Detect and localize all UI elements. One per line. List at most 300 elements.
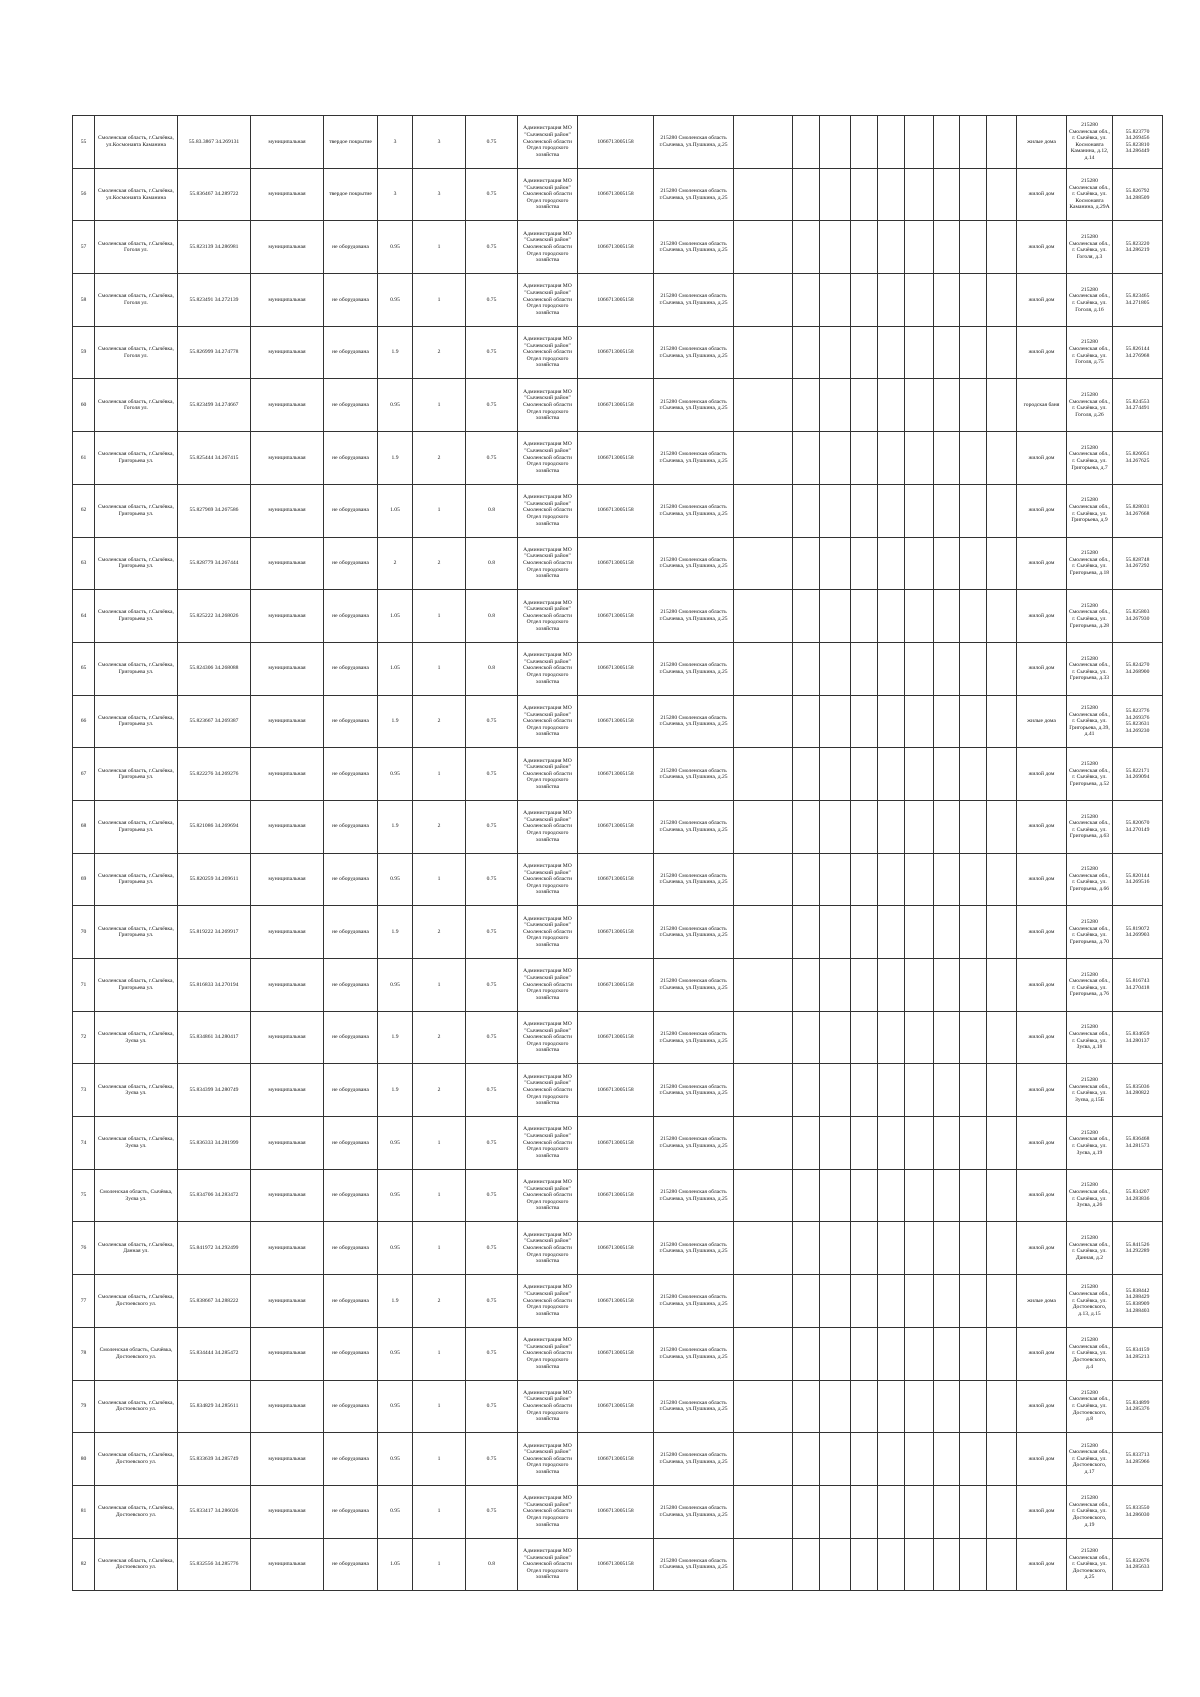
empty-cell — [734, 1222, 793, 1275]
table-row — [73, 274, 1163, 327]
empty-cell — [734, 642, 793, 695]
empty-cell — [905, 116, 934, 169]
empty-cell — [934, 906, 960, 959]
ownership-type-cell: муниципальная — [251, 326, 324, 379]
surface-cover-cell: не оборудована — [324, 1327, 378, 1380]
site-address-cell: Смоленская область, г.Сычёвка, Зуєва ул. — [95, 1011, 178, 1064]
row-number-cell: 76 — [73, 1222, 95, 1275]
ownership-type-cell: муниципальная — [251, 1275, 324, 1328]
container-volume-cell: 0.75 — [466, 959, 518, 1012]
empty-cell — [793, 906, 820, 959]
waste-source-type-cell: жилой дом — [1017, 642, 1067, 695]
empty-cell — [905, 221, 934, 274]
site-area-cell: 2 — [378, 537, 413, 590]
empty-cell — [734, 1064, 793, 1117]
empty-cell — [878, 1327, 905, 1380]
waste-source-type-cell: жилой дом — [1017, 906, 1067, 959]
table-row — [73, 959, 1163, 1012]
container-count-cell: 1 — [413, 853, 466, 906]
owner-address-cell: 215280 Смоленская область г.Сычевка, ул.Пушкина, д.25 — [654, 1327, 734, 1380]
site-address-cell: Смоленская область, г.Сычёвка, Григорьева ул. — [95, 800, 178, 853]
empty-cell — [878, 274, 905, 327]
owner-ogrn-cell: 1066713005158 — [578, 1380, 654, 1433]
site-coordinates-cell: 55.836467 34.289722 — [178, 168, 251, 221]
empty-cell — [820, 1275, 851, 1328]
empty-cell — [851, 1327, 878, 1380]
waste-source-address-cell: 215280 Смоленская обл., г. Сычёвка, ул. Григорьева, д.33 — [1067, 642, 1113, 695]
empty-cell — [820, 1538, 851, 1591]
owner-name-cell: Администрация МО "Сычевский район" Смоленской области Отдел городского хозяйства — [518, 1538, 578, 1591]
empty-cell — [934, 800, 960, 853]
empty-cell — [851, 116, 878, 169]
owner-name-cell: Администрация МО "Сычевский район" Смоленской области Отдел городского хозяйства — [518, 221, 578, 274]
owner-address-cell: 215280 Смоленская область г.Сычевка, ул.Пушкина, д.25 — [654, 800, 734, 853]
empty-cell — [851, 1064, 878, 1117]
site-area-cell: 0.95 — [378, 274, 413, 327]
empty-cell — [960, 959, 987, 1012]
empty-cell — [820, 432, 851, 485]
empty-cell — [987, 748, 1017, 801]
waste-source-address-cell: 215280 Смоленская обл., г. Сычёвка, ул. Григорьева, д.39, д.41 — [1067, 695, 1113, 748]
waste-source-type-cell: жилой дом — [1017, 1011, 1067, 1064]
site-coordinates-cell: 55.825444 34.267415 — [178, 432, 251, 485]
surface-cover-cell: не оборудована — [324, 1222, 378, 1275]
empty-cell — [934, 168, 960, 221]
waste-source-address-cell: 215280 Смоленская обл., г. Сычёвка, ул. Достоевского, д.13, д.15 — [1067, 1275, 1113, 1328]
owner-name-cell: Администрация МО "Сычевский район" Смоленской области Отдел городского хозяйства — [518, 906, 578, 959]
empty-cell — [987, 1117, 1017, 1170]
owner-ogrn-cell: 1066713005158 — [578, 590, 654, 643]
empty-cell — [878, 221, 905, 274]
empty-cell — [934, 590, 960, 643]
empty-cell — [878, 590, 905, 643]
empty-cell — [905, 1064, 934, 1117]
register-table-container — [72, 115, 1150, 1591]
waste-source-address-cell: 215280 Смоленская обл., г. Сычёвка, ул. Гоголя, д.75 — [1067, 326, 1113, 379]
empty-cell — [987, 221, 1017, 274]
empty-cell — [793, 221, 820, 274]
row-number-cell: 65 — [73, 642, 95, 695]
empty-cell — [820, 853, 851, 906]
ownership-type-cell: муниципальная — [251, 1538, 324, 1591]
empty-cell — [851, 326, 878, 379]
owner-address-cell: 215280 Смоленская область г.Сычевка, ул.Пушкина, д.25 — [654, 1117, 734, 1170]
empty-cell — [793, 537, 820, 590]
empty-cell — [820, 379, 851, 432]
site-coordinates-cell: 55.827969 34.267586 — [178, 484, 251, 537]
empty-cell — [820, 1169, 851, 1222]
owner-address-cell: 215280 Смоленская область г.Сычевка, ул.Пушкина, д.25 — [654, 432, 734, 485]
ownership-type-cell: муниципальная — [251, 1433, 324, 1486]
site-address-cell: Смоленская область, г.Сычёвка, Зуєва ул. — [95, 1117, 178, 1170]
waste-source-address-cell: 215280 Смоленская обл., г. Сычёвка, ул. Достоевского, д.17 — [1067, 1433, 1113, 1486]
empty-cell — [934, 1433, 960, 1486]
site-area-cell: 1.9 — [378, 1275, 413, 1328]
container-count-cell: 2 — [413, 906, 466, 959]
surface-cover-cell: не оборудована — [324, 1011, 378, 1064]
waste-source-coordinates-cell: 55.834659 34.280137 — [1113, 1011, 1163, 1064]
site-address-cell: Смоленская область, г.Сычёвка, Гоголя ул. — [95, 326, 178, 379]
owner-name-cell: Администрация МО "Сычевский район" Смоленской области Отдел городского хозяйства — [518, 379, 578, 432]
owner-address-cell: 215280 Смоленская область г.Сычевка, ул.Пушкина, д.25 — [654, 1380, 734, 1433]
empty-cell — [960, 800, 987, 853]
row-number-cell: 71 — [73, 959, 95, 1012]
container-count-cell: 1 — [413, 1169, 466, 1222]
container-volume-cell: 0.8 — [466, 590, 518, 643]
empty-cell — [960, 1327, 987, 1380]
ownership-type-cell: муниципальная — [251, 748, 324, 801]
empty-cell — [960, 1011, 987, 1064]
empty-cell — [960, 853, 987, 906]
empty-cell — [905, 432, 934, 485]
empty-cell — [960, 1433, 987, 1486]
waste-source-type-cell: жилой дом — [1017, 800, 1067, 853]
empty-cell — [934, 1275, 960, 1328]
site-coordinates-cell: 55.834861 34.280417 — [178, 1011, 251, 1064]
owner-address-cell: 215280 Смоленская область г.Сычевка, ул.Пушкина, д.25 — [654, 1538, 734, 1591]
empty-cell — [734, 1433, 793, 1486]
container-count-cell: 3 — [413, 116, 466, 169]
waste-source-coordinates-cell: 55.823465 34.271805 — [1113, 274, 1163, 327]
waste-source-type-cell: городская баня — [1017, 379, 1067, 432]
site-area-cell: 1.9 — [378, 800, 413, 853]
site-area-cell: 0.95 — [378, 1433, 413, 1486]
empty-cell — [878, 748, 905, 801]
waste-source-address-cell: 215280 Смоленская обл., г. Сычёвка, ул. Достоевского, д.8 — [1067, 1380, 1113, 1433]
empty-cell — [905, 642, 934, 695]
site-area-cell: 3 — [378, 168, 413, 221]
empty-cell — [734, 1275, 793, 1328]
site-coordinates-cell: 55.834829 34.285611 — [178, 1380, 251, 1433]
empty-cell — [934, 853, 960, 906]
empty-cell — [934, 1380, 960, 1433]
owner-ogrn-cell: 1066713005158 — [578, 1011, 654, 1064]
owner-ogrn-cell: 1066713005158 — [578, 1064, 654, 1117]
waste-source-type-cell: жилые дома — [1017, 695, 1067, 748]
owner-name-cell: Администрация МО "Сычевский район" Смоленской области Отдел городского хозяйства — [518, 853, 578, 906]
owner-name-cell: Администрация МО "Сычевский район" Смоленской области Отдел городского хозяйства — [518, 1380, 578, 1433]
waste-source-address-cell: 215280 Смоленская обл., г. Сычёвка, ул. Гоголя, д.16 — [1067, 274, 1113, 327]
container-count-cell: 2 — [413, 432, 466, 485]
site-address-cell: Смоленская область, г.Сычёвка, Данная ул. — [95, 1222, 178, 1275]
waste-source-coordinates-cell: 55.819072 34.269903 — [1113, 906, 1163, 959]
site-address-cell: Смоленская область, Сычёвка, Достоевского ул. — [95, 1327, 178, 1380]
container-count-cell: 1 — [413, 1117, 466, 1170]
empty-cell — [987, 695, 1017, 748]
empty-cell — [820, 1011, 851, 1064]
owner-address-cell: 215280 Смоленская область г.Сычевка, ул.Пушкина, д.25 — [654, 1011, 734, 1064]
table-row — [73, 1380, 1163, 1433]
row-number-cell: 81 — [73, 1485, 95, 1538]
ownership-type-cell: муниципальная — [251, 1380, 324, 1433]
waste-source-address-cell: 215280 Смоленская обл., г. Сычёвка, ул. Григорьева, д.66 — [1067, 853, 1113, 906]
table-row — [73, 590, 1163, 643]
empty-cell — [820, 800, 851, 853]
table-row — [73, 800, 1163, 853]
empty-cell — [734, 1380, 793, 1433]
empty-cell — [960, 695, 987, 748]
table-row — [73, 1485, 1163, 1538]
empty-cell — [960, 326, 987, 379]
waste-source-coordinates-cell: 55.841526 34.292289 — [1113, 1222, 1163, 1275]
empty-cell — [851, 695, 878, 748]
container-volume-cell: 0.75 — [466, 906, 518, 959]
empty-cell — [793, 326, 820, 379]
waste-source-type-cell: жилой дом — [1017, 274, 1067, 327]
row-number-cell: 72 — [73, 1011, 95, 1064]
site-coordinates-cell: 55.819222 34.269917 — [178, 906, 251, 959]
owner-ogrn-cell: 1066713005158 — [578, 1117, 654, 1170]
owner-address-cell: 215280 Смоленская область г.Сычевка, ул.Пушкина, д.25 — [654, 1064, 734, 1117]
empty-cell — [851, 959, 878, 1012]
owner-name-cell: Администрация МО "Сычевский район" Смоленской области Отдел городского хозяйства — [518, 484, 578, 537]
owner-name-cell: Администрация МО "Сычевский район" Смоленской области Отдел городского хозяйства — [518, 1011, 578, 1064]
empty-cell — [960, 748, 987, 801]
waste-source-coordinates-cell: 55.825803 34.267930 — [1113, 590, 1163, 643]
empty-cell — [960, 1117, 987, 1170]
empty-cell — [793, 1011, 820, 1064]
empty-cell — [905, 326, 934, 379]
empty-cell — [905, 853, 934, 906]
empty-cell — [878, 1485, 905, 1538]
row-number-cell: 82 — [73, 1538, 95, 1591]
waste-source-type-cell: жилые дома — [1017, 1275, 1067, 1328]
empty-cell — [987, 1327, 1017, 1380]
container-count-cell: 1 — [413, 642, 466, 695]
waste-source-type-cell: жилой дом — [1017, 853, 1067, 906]
empty-cell — [987, 379, 1017, 432]
site-area-cell: 1.9 — [378, 432, 413, 485]
row-number-cell: 66 — [73, 695, 95, 748]
surface-cover-cell: не оборудована — [324, 1117, 378, 1170]
empty-cell — [734, 1485, 793, 1538]
ownership-type-cell: муниципальная — [251, 1169, 324, 1222]
waste-source-coordinates-cell: 55.828748 34.267292 — [1113, 537, 1163, 590]
container-volume-cell: 0.75 — [466, 168, 518, 221]
owner-name-cell: Администрация МО "Сычевский район" Смоленской области Отдел городского хозяйства — [518, 1275, 578, 1328]
container-volume-cell: 0.75 — [466, 1064, 518, 1117]
site-coordinates-cell: 55.833417 34.286026 — [178, 1485, 251, 1538]
ownership-type-cell: муниципальная — [251, 590, 324, 643]
row-number-cell: 61 — [73, 432, 95, 485]
owner-ogrn-cell: 1066713005158 — [578, 1169, 654, 1222]
empty-cell — [934, 695, 960, 748]
container-count-cell: 2 — [413, 537, 466, 590]
ownership-type-cell: муниципальная — [251, 800, 324, 853]
empty-cell — [878, 1064, 905, 1117]
empty-cell — [960, 221, 987, 274]
site-coordinates-cell: 55.823667 34.269387 — [178, 695, 251, 748]
waste-source-type-cell: жилые дома — [1017, 116, 1067, 169]
site-address-cell: Смоленская область, г.Сычёвка, Григорьева ул. — [95, 537, 178, 590]
container-volume-cell: 0.75 — [466, 1275, 518, 1328]
table-row — [73, 1011, 1163, 1064]
empty-cell — [878, 1169, 905, 1222]
empty-cell — [987, 959, 1017, 1012]
waste-source-address-cell: 215280 Смоленская обл., г. Сычёвка, ул. Зуєва, д.26 — [1067, 1169, 1113, 1222]
empty-cell — [734, 116, 793, 169]
waste-source-coordinates-cell: 55.822171 34.269094 — [1113, 748, 1163, 801]
waste-source-address-cell: 215280 Смоленская обл., г. Сычёвка, ул. Зуєва, д.19 — [1067, 1117, 1113, 1170]
owner-address-cell: 215280 Смоленская область г.Сычевка, ул.Пушкина, д.25 — [654, 695, 734, 748]
empty-cell — [820, 274, 851, 327]
empty-cell — [987, 1222, 1017, 1275]
empty-cell — [793, 590, 820, 643]
empty-cell — [878, 1117, 905, 1170]
site-address-cell: Смоленская область, г.Сычёвка, Григорьева ул. — [95, 590, 178, 643]
table-row — [73, 853, 1163, 906]
empty-cell — [734, 221, 793, 274]
empty-cell — [878, 642, 905, 695]
surface-cover-cell: не оборудована — [324, 432, 378, 485]
owner-ogrn-cell: 1066713005158 — [578, 642, 654, 695]
container-volume-cell: 0.75 — [466, 379, 518, 432]
waste-source-coordinates-cell: 55.816743 34.270418 — [1113, 959, 1163, 1012]
site-address-cell: Смоленская область, г.Сычёвка, Достоевского ул. — [95, 1538, 178, 1591]
empty-cell — [734, 853, 793, 906]
site-coordinates-cell: 55.838667 34.288222 — [178, 1275, 251, 1328]
site-coordinates-cell: 55.83.3867 34.269131 — [178, 116, 251, 169]
empty-cell — [960, 1222, 987, 1275]
site-area-cell: 3 — [378, 116, 413, 169]
empty-cell — [878, 168, 905, 221]
empty-cell — [734, 1327, 793, 1380]
owner-ogrn-cell: 1066713005158 — [578, 695, 654, 748]
ownership-type-cell: муниципальная — [251, 906, 324, 959]
empty-cell — [820, 326, 851, 379]
empty-cell — [734, 1538, 793, 1591]
waste-source-type-cell: жилой дом — [1017, 537, 1067, 590]
container-volume-cell: 0.75 — [466, 1011, 518, 1064]
table-row — [73, 326, 1163, 379]
owner-ogrn-cell: 1066713005158 — [578, 1485, 654, 1538]
site-address-cell: Смоленская область, г.Сычёвка, Достоевского ул. — [95, 1433, 178, 1486]
empty-cell — [851, 537, 878, 590]
ownership-type-cell: муниципальная — [251, 432, 324, 485]
site-coordinates-cell: 55.823499 34.274667 — [178, 379, 251, 432]
empty-cell — [934, 1011, 960, 1064]
empty-cell — [878, 1275, 905, 1328]
container-volume-cell: 0.75 — [466, 326, 518, 379]
empty-cell — [793, 432, 820, 485]
surface-cover-cell: не оборудована — [324, 537, 378, 590]
waste-source-address-cell: 215280 Смоленская обл., г. Сычёвка, ул. Зуєва, д.15Б — [1067, 1064, 1113, 1117]
table-row — [73, 748, 1163, 801]
site-area-cell: 1.05 — [378, 484, 413, 537]
empty-cell — [905, 1327, 934, 1380]
owner-name-cell: Администрация МО "Сычевский район" Смоленской области Отдел городского хозяйства — [518, 1327, 578, 1380]
waste-source-address-cell: 215280 Смоленская обл., г. Сычёвка, ул. Григорьева, д.9 — [1067, 484, 1113, 537]
empty-cell — [851, 1117, 878, 1170]
waste-source-type-cell: жилой дом — [1017, 326, 1067, 379]
empty-cell — [934, 1538, 960, 1591]
empty-cell — [960, 590, 987, 643]
empty-cell — [905, 695, 934, 748]
site-area-cell: 0.95 — [378, 1380, 413, 1433]
empty-cell — [878, 484, 905, 537]
empty-cell — [987, 1433, 1017, 1486]
empty-cell — [793, 959, 820, 1012]
site-coordinates-cell: 55.834444 34.285472 — [178, 1327, 251, 1380]
empty-cell — [934, 537, 960, 590]
table-row — [73, 642, 1163, 695]
empty-cell — [934, 221, 960, 274]
waste-source-coordinates-cell: 55.823776 34.269376 55.823631 34.269230 — [1113, 695, 1163, 748]
empty-cell — [960, 274, 987, 327]
table-row — [73, 1327, 1163, 1380]
empty-cell — [820, 1380, 851, 1433]
owner-name-cell: Администрация МО "Сычевский район" Смоленской области Отдел городского хозяйства — [518, 537, 578, 590]
site-coordinates-cell: 55.834706 34.283472 — [178, 1169, 251, 1222]
owner-name-cell: Администрация МО "Сычевский район" Смоленской области Отдел городского хозяйства — [518, 748, 578, 801]
empty-cell — [987, 1275, 1017, 1328]
container-count-cell: 2 — [413, 695, 466, 748]
ownership-type-cell: муниципальная — [251, 116, 324, 169]
empty-cell — [905, 1380, 934, 1433]
empty-cell — [734, 274, 793, 327]
table-row — [73, 1064, 1163, 1117]
table-row — [73, 379, 1163, 432]
empty-cell — [905, 537, 934, 590]
empty-cell — [820, 484, 851, 537]
owner-ogrn-cell: 1066713005158 — [578, 906, 654, 959]
waste-source-coordinates-cell: 55.824270 34.268900 — [1113, 642, 1163, 695]
empty-cell — [905, 1169, 934, 1222]
waste-source-type-cell: жилой дом — [1017, 1327, 1067, 1380]
empty-cell — [934, 379, 960, 432]
waste-source-coordinates-cell: 55.832676 34.285633 — [1113, 1538, 1163, 1591]
owner-address-cell: 215280 Смоленская область г.Сычевка, ул.Пушкина, д.25 — [654, 1433, 734, 1486]
site-address-cell: Смоленская область, г.Сычёвка, Григорьева ул. — [95, 748, 178, 801]
empty-cell — [987, 1011, 1017, 1064]
empty-cell — [987, 853, 1017, 906]
empty-cell — [851, 642, 878, 695]
empty-cell — [734, 1117, 793, 1170]
site-area-cell: 0.95 — [378, 1327, 413, 1380]
site-coordinates-cell: 55.824306 34.268088 — [178, 642, 251, 695]
empty-cell — [851, 168, 878, 221]
container-count-cell: 2 — [413, 800, 466, 853]
site-address-cell: Смоленская область, г.Сычёвка, Григорьева ул. — [95, 484, 178, 537]
table-row — [73, 1275, 1163, 1328]
container-count-cell: 1 — [413, 274, 466, 327]
empty-cell — [905, 590, 934, 643]
owner-address-cell: 215280 Смоленская область г.Сычевка, ул.Пушкина, д.25 — [654, 959, 734, 1012]
empty-cell — [851, 1538, 878, 1591]
container-count-cell: 1 — [413, 1538, 466, 1591]
waste-source-address-cell: 215280 Смоленская обл., г. Сычёвка, ул. Григорьева, д.28 — [1067, 590, 1113, 643]
surface-cover-cell: не оборудована — [324, 748, 378, 801]
empty-cell — [793, 1222, 820, 1275]
empty-cell — [878, 906, 905, 959]
empty-cell — [734, 590, 793, 643]
empty-cell — [734, 1169, 793, 1222]
empty-cell — [934, 642, 960, 695]
waste-source-coordinates-cell: 55.824553 34.274491 — [1113, 379, 1163, 432]
empty-cell — [960, 432, 987, 485]
empty-cell — [878, 1538, 905, 1591]
container-volume-cell: 0.75 — [466, 1117, 518, 1170]
surface-cover-cell: не оборудована — [324, 800, 378, 853]
waste-source-coordinates-cell: 55.826792 34.288509 — [1113, 168, 1163, 221]
empty-cell — [793, 116, 820, 169]
site-area-cell: 0.95 — [378, 959, 413, 1012]
row-number-cell: 67 — [73, 748, 95, 801]
owner-address-cell: 215280 Смоленская область г.Сычевка, ул.Пушкина, д.25 — [654, 379, 734, 432]
site-area-cell: 1.9 — [378, 326, 413, 379]
site-area-cell: 0.95 — [378, 379, 413, 432]
waste-source-address-cell: 215280 Смоленская обл., г. Сычёвка, ул. Гоголя, д.3 — [1067, 221, 1113, 274]
